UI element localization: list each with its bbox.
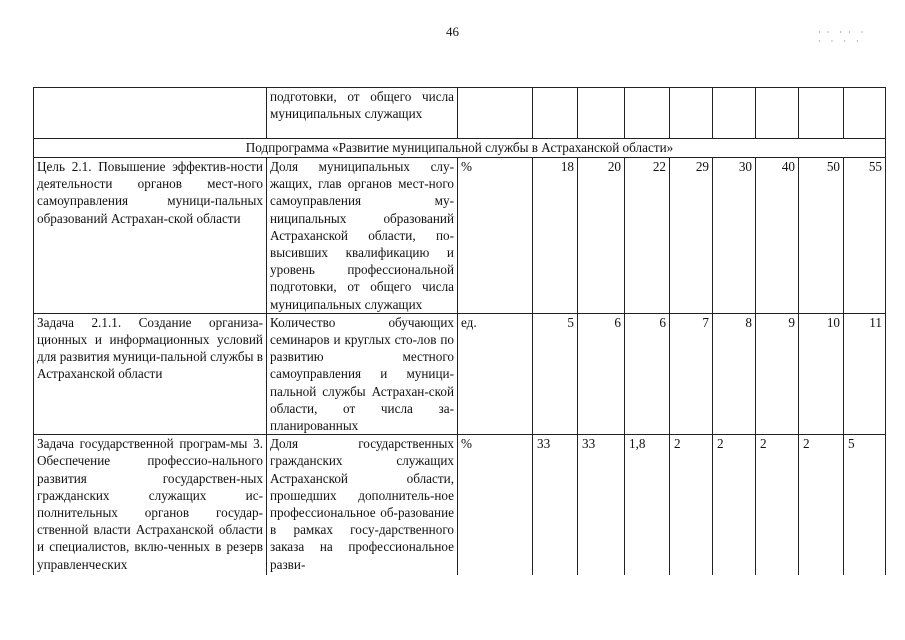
- value-cell: [670, 88, 713, 139]
- value-cell: 30: [713, 158, 756, 314]
- unit-cell: ед.: [458, 313, 533, 434]
- value-cell: [799, 88, 844, 139]
- value-cell: [713, 88, 756, 139]
- scan-marks: · · · · · · · · ·: [818, 28, 866, 46]
- table-row: [34, 158, 886, 314]
- value-cell: [625, 88, 670, 139]
- value-cell: 11: [844, 313, 886, 434]
- value-cell: 10: [799, 313, 844, 434]
- value-cell: 33: [578, 435, 625, 576]
- goal-cell: Цель 2.1. Повышение эффектив-ности деятельности органов мест-ного самоуправления муници-пальных образований Астрахан-ской области: [34, 158, 267, 314]
- indicator-cell: Количество обучающих семинаров и круглых сто-лов по развитию местного самоуправления и муници-пальной службы Астрахан-ской области, от числа за-планированных: [267, 313, 458, 434]
- indicator-cell: Доля государственных гражданских служащих Астраханской области, прошедших дополнитель-ное профессиональное об-разование в рамках госу-дарственного заказа на профессиональное разви-: [267, 435, 458, 576]
- value-cell: 22: [625, 158, 670, 314]
- value-cell: [844, 88, 886, 139]
- section-title: Подпрограмма «Развитие муниципальной службы в Астраханской области»: [34, 139, 886, 158]
- unit-cell: [458, 88, 533, 139]
- value-cell: 9: [756, 313, 799, 434]
- value-cell: [578, 88, 625, 139]
- value-cell: 55: [844, 158, 886, 314]
- value-cell: 7: [670, 313, 713, 434]
- table-row: [34, 435, 886, 576]
- value-cell: 5: [533, 313, 578, 434]
- table-row: [34, 88, 886, 139]
- table-row: [34, 313, 886, 434]
- value-cell: 8: [713, 313, 756, 434]
- value-cell: 2: [670, 435, 713, 576]
- page-number: 46: [446, 24, 459, 39]
- value-cell: [756, 88, 799, 139]
- value-cell: 5: [844, 435, 886, 576]
- indicator-cell: Доля муниципальных слу-жащих, глав органов мест-ного самоуправления му-ниципальных образований Астраханской области, по-высивших квалификацию и уровень профессиональной подготовки, от общего числа муниципальных служащих: [267, 158, 458, 314]
- section-header-row: [34, 139, 886, 158]
- value-cell: 6: [578, 313, 625, 434]
- unit-cell: %: [458, 435, 533, 576]
- value-cell: [533, 88, 578, 139]
- value-cell: 6: [625, 313, 670, 434]
- value-cell: 18: [533, 158, 578, 314]
- value-cell: 2: [799, 435, 844, 576]
- value-cell: 20: [578, 158, 625, 314]
- indicator-cell: подготовки, от общего числа муниципальных служащих: [267, 88, 458, 139]
- goal-cell: Задача 2.1.1. Создание организа-ционных и информационных условий для развития муници-пальной службы в Астраханской области: [34, 313, 267, 434]
- unit-cell: %: [458, 158, 533, 314]
- value-cell: 29: [670, 158, 713, 314]
- value-cell: 40: [756, 158, 799, 314]
- indicators-table: [33, 87, 886, 575]
- value-cell: 33: [533, 435, 578, 576]
- value-cell: 2: [713, 435, 756, 576]
- goal-cell: [34, 88, 267, 139]
- value-cell: 2: [756, 435, 799, 576]
- value-cell: 1,8: [625, 435, 670, 576]
- value-cell: 50: [799, 158, 844, 314]
- goal-cell: Задача государственной програм-мы 3. Обеспечение профессио-нального развития государствен-ных гражданских служащих ис-полнительных органов государ-ственной власти Астраханской области и специалистов, вклю-ченных в резерв управленческих: [34, 435, 267, 576]
